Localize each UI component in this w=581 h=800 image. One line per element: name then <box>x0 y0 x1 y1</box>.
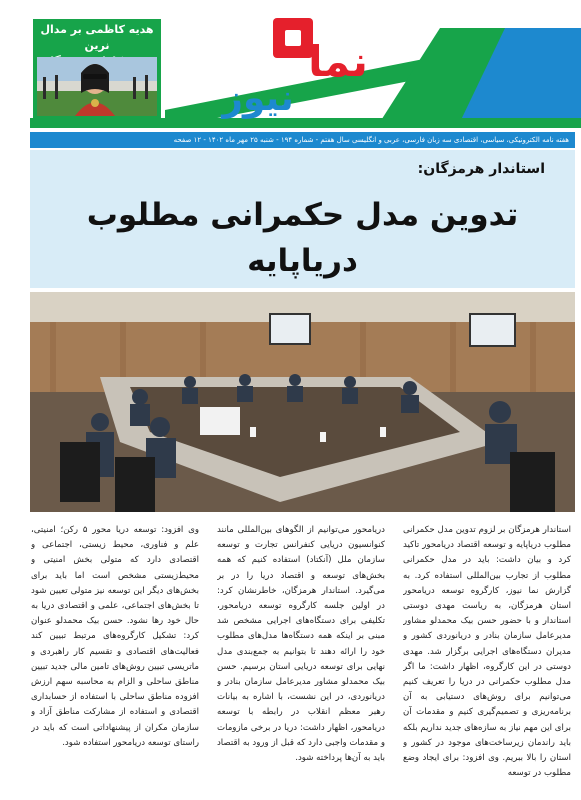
article-column-1 <box>403 523 571 793</box>
promo-photo <box>37 57 157 116</box>
article-column-2 <box>217 523 385 793</box>
logo-top-word: نما <box>308 37 368 86</box>
masthead <box>0 0 581 128</box>
kicker: استاندار هرمزگان: <box>417 161 545 177</box>
issue-info-bar: هفته نامه الکترونیکی، سیاسی، اقتصادی سه زبان فارسی، عربی و انگلیسی سال هفتم - شماره ۱۹۴ - شنبه ۲۵ مهر ماه ۱۴۰۲ - ۱۲ صفحه <box>30 132 575 148</box>
promo-line-1: هدیه کاظمی بر مدال نرین <box>40 23 154 52</box>
headline-line-1: تدوین مدل حکمرانی مطلوب دریاپایه <box>86 197 519 279</box>
meeting-photo-icon <box>30 292 575 512</box>
headline-area <box>30 150 575 288</box>
athlete-photo-icon <box>37 57 157 116</box>
promo-box[interactable] <box>33 19 161 119</box>
meeting-photo <box>30 292 575 512</box>
column-3-text: وی افزود: توسعه دریا محور ۵ رکن؛ امنیتی، علم و فناوری، محیط زیستی، اجتماعی و اقتصادی دارد که متولی بخش امنیتی و محیط‌زیستی مشخص است اما باید برای بخش‌های دیگر این توسعه نیز متولی تعیین شود تا بخش‌های اجتماعی، علمی و اقتصادی دریا به حال خود رها نشود. حسن بیک محمدلو عنوان کرد: تشکیل کارگروه‌های مرتبط تبیین کند فعالیت‌های اقتصادی و تقسیم کار راهبردی و ماتریسی تبیین روش‌های تامین مالی جدید تبیین مناطق ساحلی و الزام به محاسبه سهم ارزش افزوده مناطق ساحلی با استفاده از حسابداری اقتصادی و استفاده از مشارکت مناطق آزاد و سازمان مکران از پیشنهاداتی است که باید در راستای توسعه دریامحور استفاده شود. <box>31 525 199 748</box>
column-1-text: استاندار هرمزگان بر لزوم تدوین مدل حکمرانی مطلوب دریاپایه و توسعه اقتصاد دریامحور تاکید کرد و بیان داشت: باید در مدل حکمرانی مطلوب از تجارب بین‌المللی استفاده کرد. به گزارش نما نیوز، کارگروه توسعه دریامحور استان هرمزگان، به ریاست مهدی دوستی استاندار و با حضور حسن بیک محمدلو مشاور مدیرعامل سازمان بنادر و دریانوردی کشور و مدیران دستگاه‌های اجرایی برگزار شد. مهدی دوستی در این کارگروه، اظهار داشت: ما اگر مدل مطلوب حکمرانی در دریا را تعریف کنیم می‌توانیم برای روش‌های دستیابی به آن برنامه‌ریزی و تصمیم‌گیری کنیم و مقدمات آن برای این مهم نیاز به سازه‌های جدید نداریم بلکه باید راندمان زیرساخت‌های موجود در کشور و استان را بالا ببریم. وی افزود: برای ایجاد وضع مطلوب در توسعه <box>403 525 571 779</box>
green-band <box>30 118 581 128</box>
logo <box>178 14 378 119</box>
article-column-3 <box>31 523 199 793</box>
logo-bottom-word: نیوز <box>222 78 294 119</box>
column-2-text: دریامحور می‌توانیم از الگوهای بین‌المللی مانند کنوانسیون دریایی کنفرانس تجارت و توسعه سازمان ملل (آنکتاد) استفاده کنیم که همه بخش‌های توسعه و اقتصاد دریا را در بر می‌گیرد. استاندار هرمزگان، خاطرنشان کرد: در اولین جلسه کارگروه توسعه دریامحور، تکلیفی برای دستگاه‌های اجرایی مشخص شد مبنی بر اینکه همه دستگاه‌ها مدل‌های مطلوب خود را ارائه دهند تا بتوانیم به جمع‌بندی مدل نهایی برای توسعه دریایی استان برسیم. حسن بیک محمدلو مشاور مدیرعامل سازمان بنادر و دریانوردی، در این نشست، با اشاره به بیانات رهبر معظم انقلاب در رابطه با توسعه دریامحور، اظهار داشت: دریا در برخی مازومات و مقدمات واجبی دارد که قبل از ورود به اقتصاد باید به آن‌ها پرداخته شود. <box>217 525 385 764</box>
